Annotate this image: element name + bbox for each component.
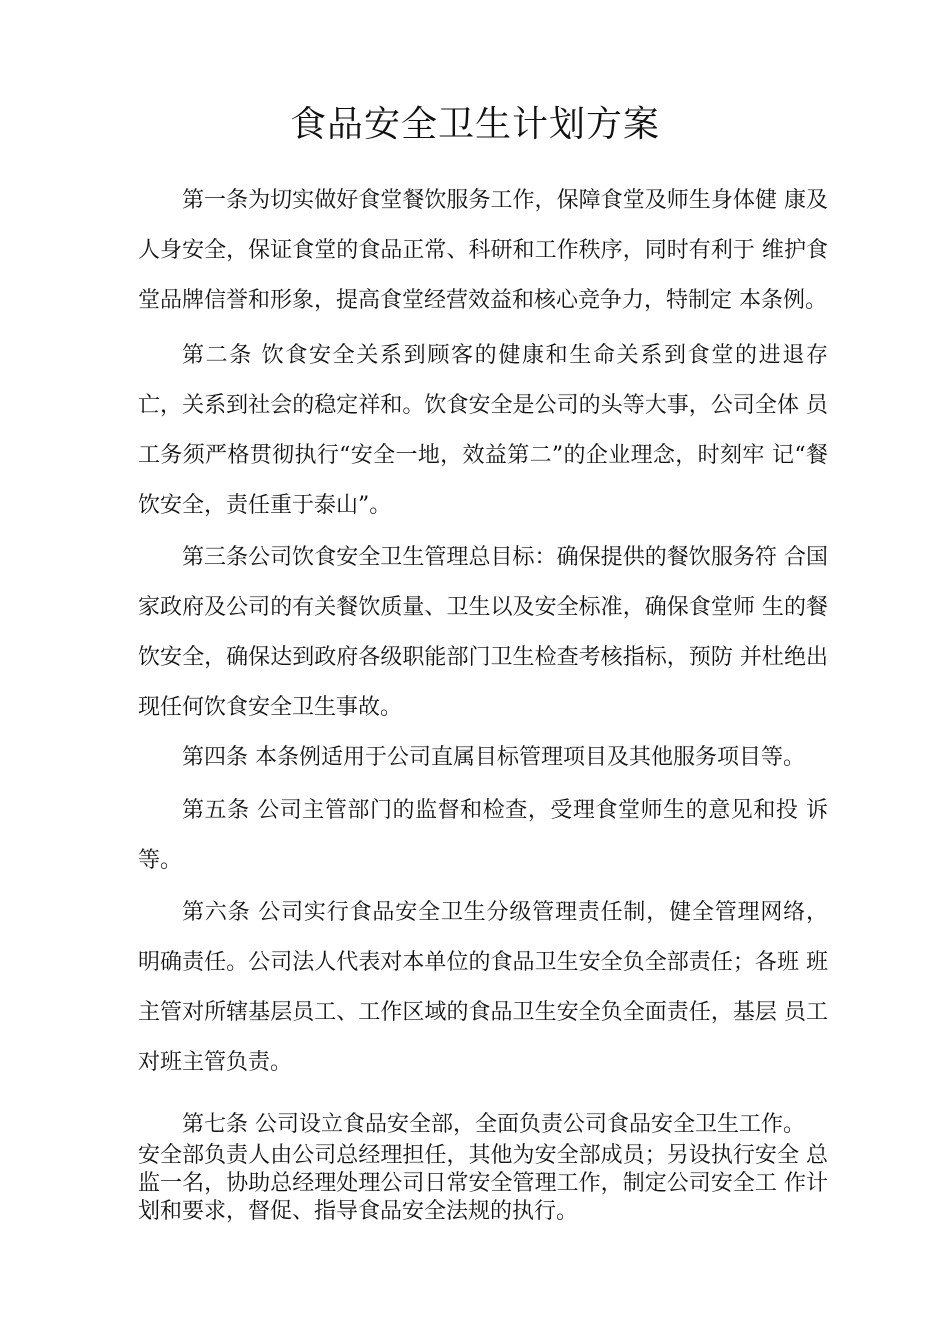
article-3: 第三条公司饮食安全卫生管理总目标：确保提供的餐饮服务符 合国家政府及公司的有关餐饮质量、卫生以及安全标准，确保食堂师 生的餐饮安全，确保达到政府各级职能部门卫生检查考核指标，预防 并杜绝出现任何饮食安全卫生事故。 [138, 545, 828, 720]
document-body [138, 176, 828, 1150]
article-1: 第一条为切实做好食堂餐饮服务工作，保障食堂及师生身体健 康及人身安全，保证食堂的食品正常、科研和工作秩序，同时有利于 维护食堂品牌信誉和形象，提高食堂经营效益和核心竞争力，特制定 本条例。 [138, 188, 828, 313]
article-6: 第六条 公司实行食品安全卫生分级管理责任制，健全管理网络， 明确责任。公司法人代表对本单位的食品卫生安全负全部责任；各班 班主管对所辖基层员工、工作区域的食品卫生安全负全面责任，基层 员工对班主管负责。 [138, 900, 828, 1075]
article-5: 第五条 公司主管部门的监督和检查，受理食堂师生的意见和投 诉等。 [138, 798, 828, 873]
article-4: 第四条 本条例适用于公司直属目标管理项目及其他服务项目等。 [182, 745, 805, 770]
article-7: 第七条 公司设立食品安全部，全面负责公司食品安全卫生工作。 [182, 1112, 805, 1137]
article-7-continued: 安全部负责人由公司总经理担任，其他为安全部成员；另设执行安全 总监一名，协助总经理处理公司日常安全管理工作，制定公司安全工 作计划和要求，督促、指导食品安全法规的执行。 [138, 1143, 828, 1224]
article-2: 第二条 饮食安全关系到顾客的健康和生命关系到食堂的进退存 亡，关系到社会的稳定祥和。饮食安全是公司的头等大事，公司全体 员工务须严格贯彻执行“安全一地，效益第二”的企业理念，时刻牢 记“餐饮安全，责任重于泰山”。 [138, 343, 828, 518]
document-title: 食品安全卫生计划方案 [289, 104, 660, 145]
